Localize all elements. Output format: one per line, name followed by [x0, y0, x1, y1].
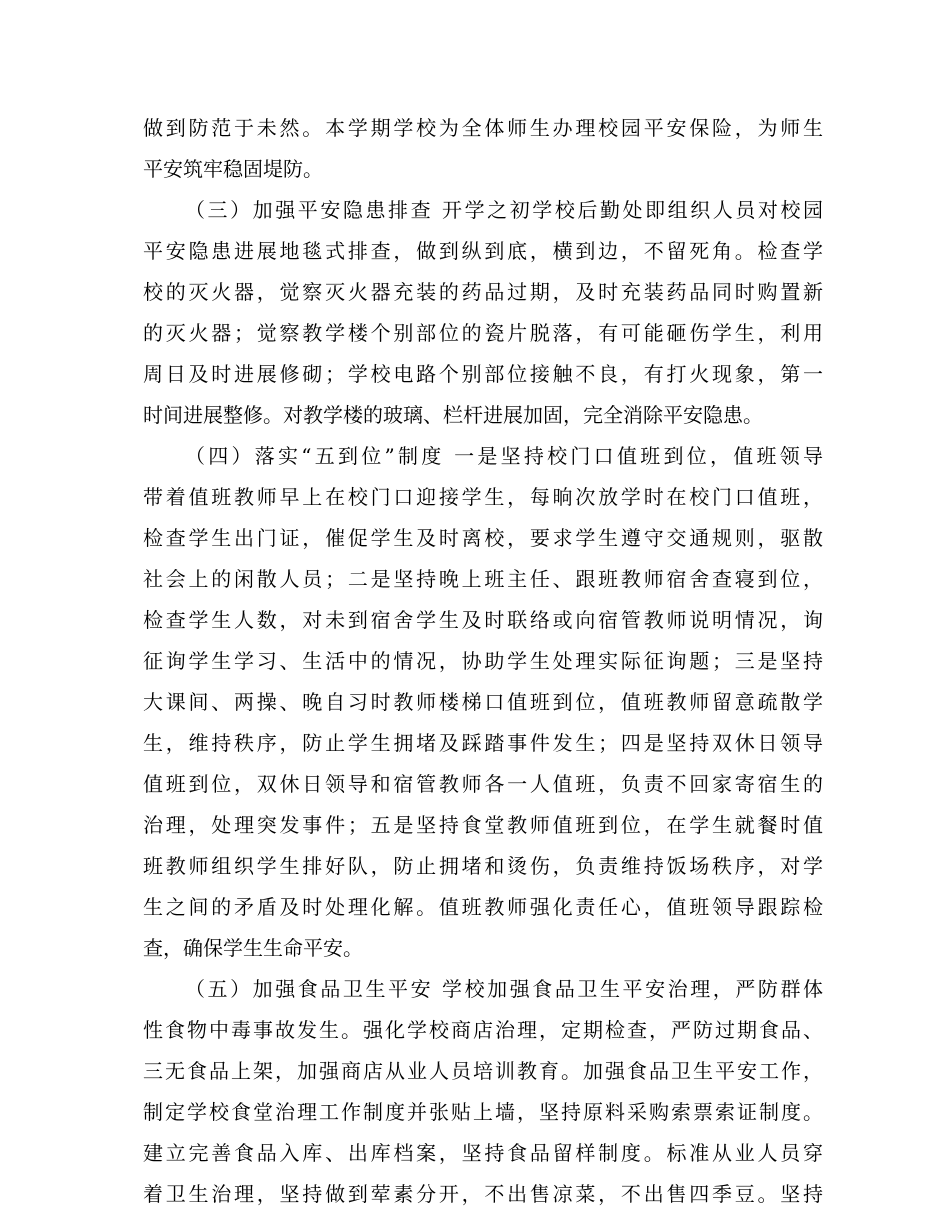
text-line: 社会上的闲散人员；二是坚持晚上班主任、跟班教师宿舍查寝到位， — [143, 567, 823, 591]
text-line: 治理，处理突发事件；五是坚持食堂教师值班到位，在学生就餐时值 — [143, 813, 823, 837]
text-line: 班教师组织学生排好队，防止拥堵和烫伤，负责维持饭场秩序，对学 — [143, 854, 823, 878]
text-line: 带着值班教师早上在校门口迎接学生，每晌次放学时在校门口值班， — [143, 485, 823, 509]
text-line: 校的灭火器，觉察灭火器充装的药品过期，及时充装药品同时购置新 — [143, 280, 823, 304]
paragraph-first-line: （四）落实“五到位”制度 一是坚持校门口值班到位，值班领导 — [185, 444, 823, 468]
text-line: 建立完善食品入库、出库档案，坚持食品留样制度。标准从业人员穿 — [143, 1141, 823, 1165]
text-line: 性食物中毒事故发生。强化学校商店治理，定期检查，严防过期食品、 — [143, 1018, 823, 1042]
text-line: 的灭火器；觉察教学楼个别部位的瓷片脱落，有可能砸伤学生，利用 — [143, 321, 823, 345]
text-line: 生，维持秩序，防止学生拥堵及踩踏事件发生；四是坚持双休日领导 — [143, 731, 823, 755]
text-line: 时间进展整修。对教学楼的玻璃、栏杆进展加固，完全消除平安隐患。 — [143, 403, 763, 427]
text-line: 平安筑牢稳固堤防。 — [143, 157, 323, 181]
text-line: 值班到位，双休日领导和宿管教师各一人值班，负责不回家寄宿生的 — [143, 772, 823, 796]
text-line: 做到防范于未然。本学期学校为全体师生办理校园平安保险，为师生 — [143, 116, 823, 140]
text-line: 大课间、两操、晚自习时教师楼梯口值班到位，值班教师留意疏散学 — [143, 690, 823, 714]
document-body — [143, 108, 823, 1215]
text-line: 三无食品上架，加强商店从业人员培训教育。加强食品卫生平安工作， — [143, 1059, 823, 1083]
text-line: 着卫生治理，坚持做到荤素分开，不出售凉菜，不出售四季豆。坚持 — [143, 1182, 823, 1206]
text-line: 制定学校食堂治理工作制度并张贴上墙，坚持原料采购索票索证制度。 — [143, 1100, 823, 1124]
text-line: 平安隐患进展地毯式排查，做到纵到底，横到边，不留死角。检查学 — [143, 239, 823, 263]
text-line: 检查学生人数，对未到宿舍学生及时联络或向宿管教师说明情况，询 — [143, 608, 823, 632]
paragraph-first-line: （三）加强平安隐患排查 开学之初学校后勤处即组织人员对校园 — [185, 198, 823, 222]
text-line: 周日及时进展修砌；学校电路个别部位接触不良，有打火现象，第一 — [143, 362, 823, 386]
text-line: 查，确保学生生命平安。 — [143, 936, 363, 960]
text-line: 征询学生学习、生活中的情况，协助学生处理实际征询题；三是坚持 — [143, 649, 823, 673]
paragraph-first-line: （五）加强食品卫生平安 学校加强食品卫生平安治理，严防群体 — [185, 977, 823, 1001]
text-line: 生之间的矛盾及时处理化解。值班教师强化责任心，值班领导跟踪检 — [143, 895, 823, 919]
text-line: 检查学生出门证，催促学生及时离校，要求学生遵守交通规则，驱散 — [143, 526, 823, 550]
